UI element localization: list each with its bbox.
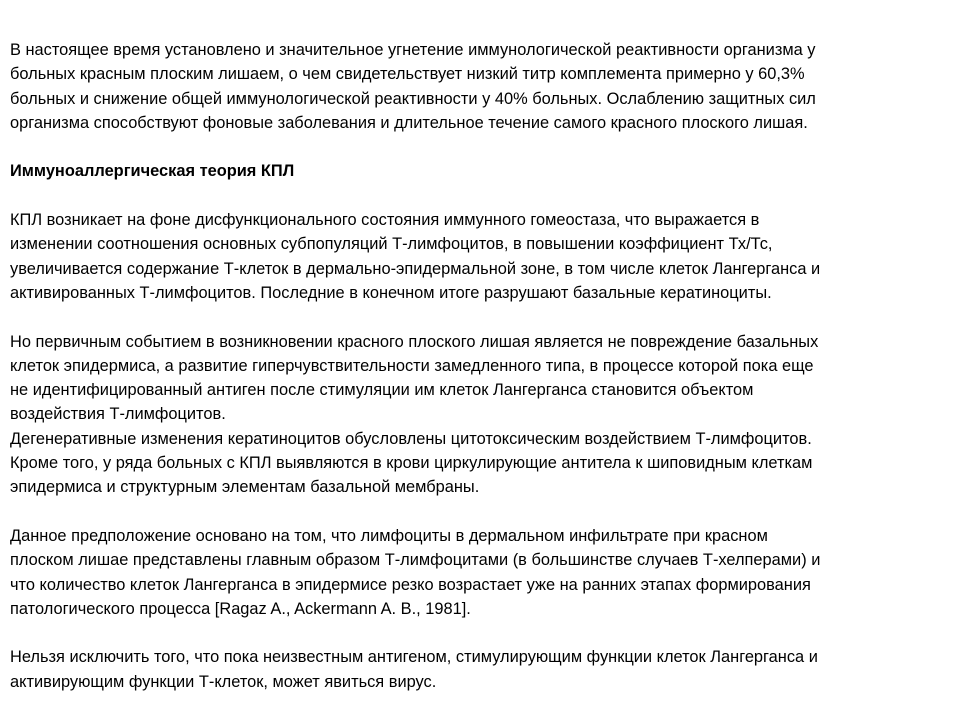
paragraph-virus-hypothesis: Нельзя исключить того, что пока неизвестным антигеном, стимулирующим функции клеток Лангерганса и активирующим функции Т-клеток, может явиться вирус. — [10, 648, 818, 691]
paragraph-lymphocytes-infiltrate: Данное предположение основано на том, что лимфоциты в дермальном инфильтрате при красном плоском лишае представлены главным образом Т-лимфоцитами (в большинстве случаев Т-хелперами) и что количество клеток Лангерганса в эпидермисе резко возрастает уже на ранних этапах формирования патологического процесса [Ragaz A., Ackermann A. B., 1981]. — [10, 526, 821, 618]
paragraph-spacer — [10, 135, 950, 159]
paragraph-spacer — [10, 500, 950, 524]
paragraph-spacer — [10, 621, 950, 645]
paragraph-spacer — [10, 184, 950, 208]
document-body — [10, 38, 950, 694]
paragraph-immune-suppression: В настоящее время установлено и значительное угнетение иммунологической реактивности организма у больных красным плоским лишаем, о чем свидетельствует низкий титр комплемента примерно у 60,3% больных и снижение общей иммунологической реактивности у 40% больных. Ослаблению защитных сил организма способствуют фоновые заболевания и длительное течение самого красного плоского лишая. — [10, 41, 816, 132]
paragraph-immune-homeostasis: КПЛ возникает на фоне дисфункционального состояния иммунного гомеостаза, что выражается в изменении соотношения основных субпопуляций Т-лимфоцитов, в повышении коэффициент Тх/Тс, увеличивается содержание Т-клеток в дермально-эпидермальной зоне, в том числе клеток Лангерганса и активированных Т-лимфоцитов. Последние в конечном итоге разрушают базальные кератиноциты. — [10, 211, 821, 302]
section-heading: Иммуноаллергическая теория КПЛ — [10, 162, 295, 181]
paragraph-primary-event: Но первичным событием в возникновении красного плоского лишая является не повреждение базальных клеток эпидермиса, а развитие гиперчувствительности замедленного типа, в процессе которой пока еще не идентифицированный антиген после стимуляции им клеток Лангерганса становится объектом воздействия Т-лимфоцитов. — [10, 332, 819, 424]
paragraph-spacer — [10, 305, 950, 329]
paragraph-degenerative-changes: Дегенеративные изменения кератиноцитов обусловлены цитотоксическим воздействием Т-лимфоцитов. Кроме того, у ряда больных с КПЛ выявляются в крови циркулирующие антитела к шиповидным клеткам эпидермиса и структурным элементам базальной мембраны. — [10, 429, 813, 497]
